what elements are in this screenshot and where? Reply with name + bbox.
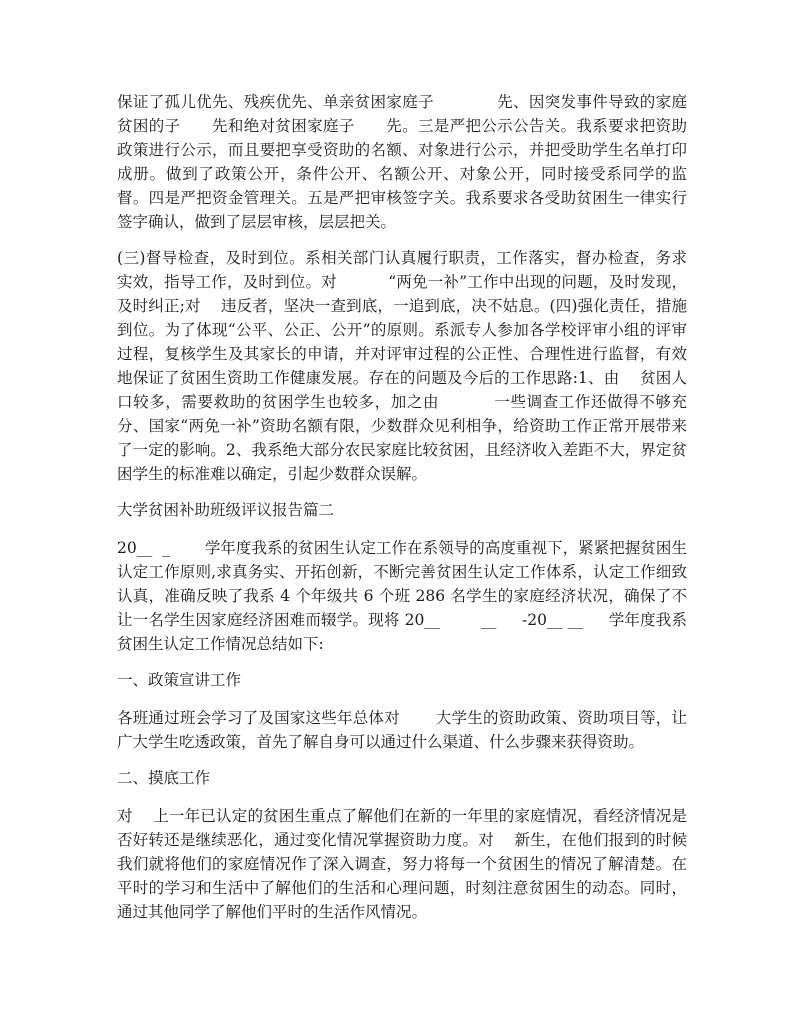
- section-title: 大学贫困补助班级评议报告篇二: [117, 501, 335, 519]
- heading-policy: 一、政策宣讲工作: [117, 671, 242, 689]
- document-page: [117, 90, 687, 936]
- paragraph-3: 20__ _ 学年度我系的贫困生认定工作在系领导的高度重视下，紧紧把握贫困生认定工作原则,求真务实、开拓创新，不断完善贫困生认定工作体系，认定工作细致认真，准确反映了我系 4 个年级共 6 个班 286 名学生的家庭经济状况，确保了不让一名学生因家庭经济困难而辍学。现将 20__ __ -20__ __ 学年度我系贫困生认定工作情况总结如下:: [117, 539, 687, 653]
- paragraph-5: 对 上一年已认定的贫困生重点了解他们在新的一年里的家庭情况，看经济情况是否好转还是继续恶化，通过变化情况掌握资助力度。对 新生，在他们报到的时候我们就将他们的家庭情况作了深入调查，努力将每一个贫困生的情况了解清楚。在平时的学习和生活中了解他们的生活和心理问题，时刻注意贫困生的动态。同时，通过其他同学了解他们平时的生活作风情况。: [117, 807, 687, 921]
- paragraph-1: 保证了孤儿优先、残疾优先、单亲贫困家庭子 先、因突发事件导致的家庭贫困的子 先和绝对贫困家庭子 先。三是严把公示公告关。我系要求把资助政策进行公示，而且要把享受资助的名额、对象进行公示，并把受助学生名单打印成册。做到了政策公开，条件公开、名额公开、对象公开，同时接受系同学的监督。四是严把资金管理关。五是严把审核签字关。我系要求各受助贫困生一律实行签字确认，做到了层层审核，层层把关。: [117, 93, 687, 231]
- paragraph-2: (三)督导检查，及时到位。系相关部门认真履行职责，工作落实，督办检查，务求实效，指导工作，及时到位。对 “两免一补”工作中出现的问题，及时发现，及时纠正;对 违反者，坚决一查到底，一追到底，决不姑息。(四)强化责任，措施到位。为了体现“公平、公正、公开”的原则。系派专人参加各学校评审小组的评审过程，复核学生及其家长的申请，并对评审过程的公正性、合理性进行监督，有效地保证了贫困生资助工作健康发展。存在的问题及今后的工作思路:1、由 贫困人口较多，需要救助的贫困学生也较多，加之由 一些调查工作还做得不够充分、国家“两免一补”资助名额有限，少数群众见利相争，给资助工作正常开展带来了一定的影响。2、我系绝大部分农民家庭比较贫困，且经济收入差距不大，界定贫困学生的标准难以确定，引起少数群众误解。: [117, 249, 687, 483]
- paragraph-4: 各班通过班会学习了及国家这些年总体对 大学生的资助政策、资助项目等，让广大学生吃透政策，首先了解自身可以通过什么渠道、什么步骤来获得资助。: [117, 709, 687, 751]
- heading-survey: 二、摸底工作: [117, 769, 211, 787]
